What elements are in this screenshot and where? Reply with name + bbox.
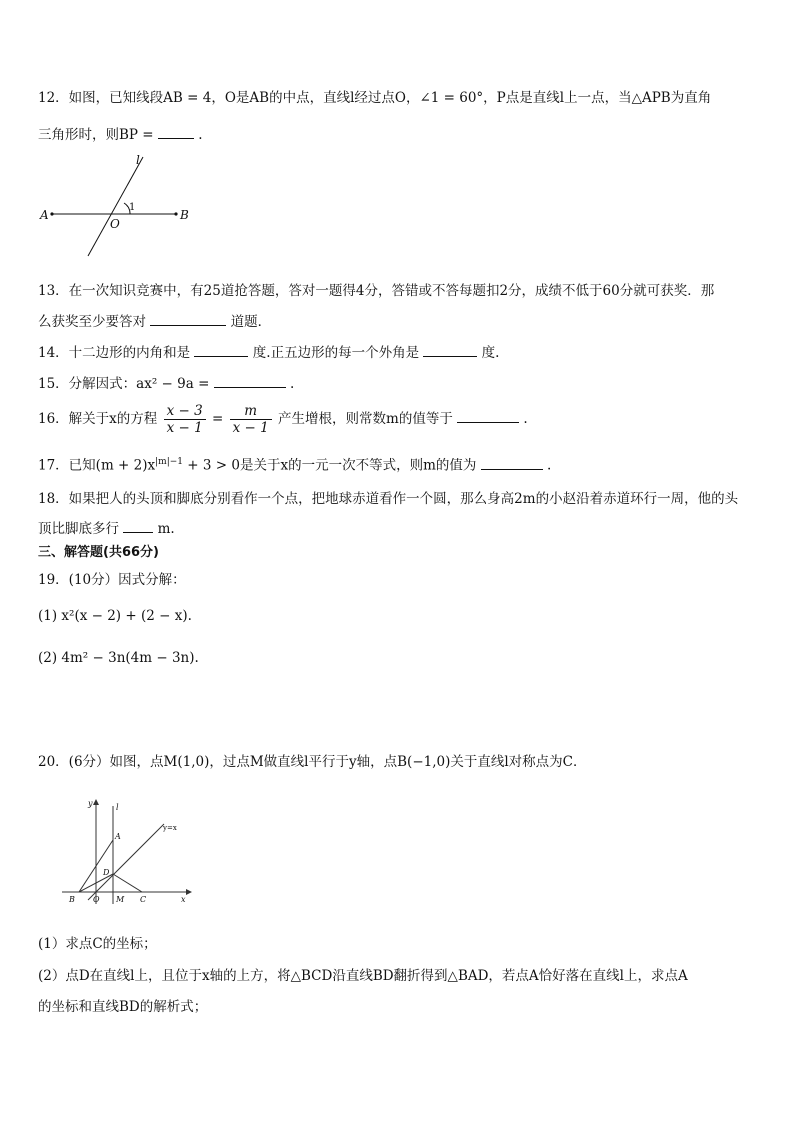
q19-part2: (2) 4m² − 3n(4m − 3n). bbox=[38, 650, 199, 666]
q14-post: 度. bbox=[481, 345, 500, 361]
q20-label-l: l bbox=[116, 803, 119, 812]
q20-figure bbox=[60, 796, 200, 908]
q14-blank-1 bbox=[194, 342, 248, 357]
q16-blank bbox=[457, 408, 519, 423]
q16-pre: 16．解关于x的方程 bbox=[38, 411, 158, 427]
q12-figure bbox=[38, 152, 198, 262]
q16-eq: = bbox=[212, 411, 224, 427]
q18-line2-post: m. bbox=[157, 521, 175, 537]
q12-answer-blank bbox=[158, 124, 194, 139]
q12-line2-text: 三角形时，则BP = bbox=[38, 127, 154, 143]
q13-line2-pre: 么获奖至少要答对 bbox=[38, 314, 146, 330]
q20-part2-line1: (2）点D在直线l上，且位于x轴的上方，将△BCD沿直线BD翻折得到△BAD，若点A恰好落在直线l上，求点A bbox=[38, 968, 688, 984]
q16-fraction-right bbox=[230, 403, 272, 436]
q17-pre: 17．已知(m + 2)x bbox=[38, 457, 156, 474]
q18-line1: 18．如果把人的头顶和脚底分别看作一个点，把地球赤道看作一个圆，那么身高2m的小赵沿着赤道环行一周，他的头 bbox=[38, 491, 739, 507]
q17-line bbox=[38, 452, 551, 476]
q16-frac1-num: x − 3 bbox=[164, 403, 206, 420]
q15-blank bbox=[214, 373, 286, 388]
q20-segment-dc bbox=[113, 874, 142, 892]
q12-point-a bbox=[50, 212, 53, 215]
q18-blank bbox=[123, 518, 153, 533]
q17-blank bbox=[481, 455, 543, 470]
q20-label-a: A bbox=[115, 832, 121, 841]
q15-pre: 15．分解因式：ax² − 9a = bbox=[38, 376, 210, 392]
q14-blank-2 bbox=[423, 342, 477, 357]
q14-mid: 度.正五边形的每一个外角是 bbox=[252, 345, 420, 361]
q16-line bbox=[38, 399, 528, 439]
q20-label-b: B bbox=[69, 895, 75, 904]
q16-fraction-left bbox=[164, 403, 206, 436]
q20-label-x: x bbox=[181, 895, 186, 904]
q15-line bbox=[38, 373, 294, 394]
q12-line2-end: . bbox=[198, 127, 203, 143]
q12-label-b: B bbox=[180, 208, 189, 222]
q20-y-axis-arrow bbox=[93, 799, 99, 805]
q12-line2 bbox=[38, 124, 203, 145]
q13-line2-post: 道题． bbox=[230, 314, 272, 330]
q12-label-l: l bbox=[136, 153, 140, 167]
q20-label-m: M bbox=[116, 895, 125, 904]
q18-line2 bbox=[38, 518, 175, 539]
q14-line bbox=[38, 342, 499, 363]
q12-line1: 12．如图，已知线段AB = 4，O是AB的中点，直线l经过点O，∠1 = 60°，P点是直线l上一点，当△APB为直角 bbox=[38, 90, 712, 106]
q20-label-y-equals-x: y=x bbox=[163, 824, 177, 832]
q13-answer-blank bbox=[150, 311, 226, 326]
q12-label-1: 1 bbox=[129, 202, 136, 213]
q17-end: . bbox=[546, 457, 552, 474]
q19-part1: (1) x²(x − 2) + (2 − x). bbox=[38, 608, 192, 624]
q12-label-a: A bbox=[40, 208, 49, 222]
q13-line2 bbox=[38, 311, 271, 332]
q20-part1: (1）求点C的坐标； bbox=[38, 936, 157, 952]
q20-label-o: O bbox=[93, 895, 100, 904]
q20-label-c: C bbox=[140, 895, 147, 904]
q12-label-o: O bbox=[110, 217, 120, 231]
q16-post: 产生增根，则常数m的值等于 bbox=[278, 411, 453, 427]
q20-x-axis-arrow bbox=[186, 889, 192, 895]
q16-frac2-num: m bbox=[230, 403, 272, 420]
q20-part2-line2: 的坐标和直线BD的解析式； bbox=[38, 999, 208, 1015]
q20-line-y-equals-x bbox=[88, 824, 164, 900]
q16-frac1-den: x − 1 bbox=[166, 420, 203, 436]
q12-point-b bbox=[174, 212, 177, 215]
q17-mid: + 3 > 0是关于x的一元一次不等式，则m的值为 bbox=[183, 457, 477, 474]
q19-title: 19．(10分）因式分解： bbox=[38, 572, 186, 588]
q20-title: 20．(6分）如图，点M(1,0)，过点M做直线l平行于y轴，点B(−1,0)关于直线l对称点为C． bbox=[38, 754, 587, 770]
q14-pre: 14．十二边形的内角和是 bbox=[38, 345, 191, 361]
q18-line2-pre: 顶比脚底多行 bbox=[38, 521, 119, 537]
q17-exponent: |m|−1 bbox=[155, 457, 183, 467]
q13-line1: 13．在一次知识竞赛中，有25道抢答题，答对一题得4分，答错或不答每题扣2分，成绩不低于60分就可获奖．那 bbox=[38, 283, 715, 299]
q16-frac2-den: x − 1 bbox=[232, 420, 269, 436]
q20-label-d: D bbox=[103, 868, 110, 877]
q15-post: . bbox=[289, 376, 295, 392]
q20-label-y: y bbox=[88, 799, 93, 808]
q16-end: . bbox=[523, 411, 528, 427]
section-3-title: 三、解答题(共66分) bbox=[38, 545, 159, 560]
